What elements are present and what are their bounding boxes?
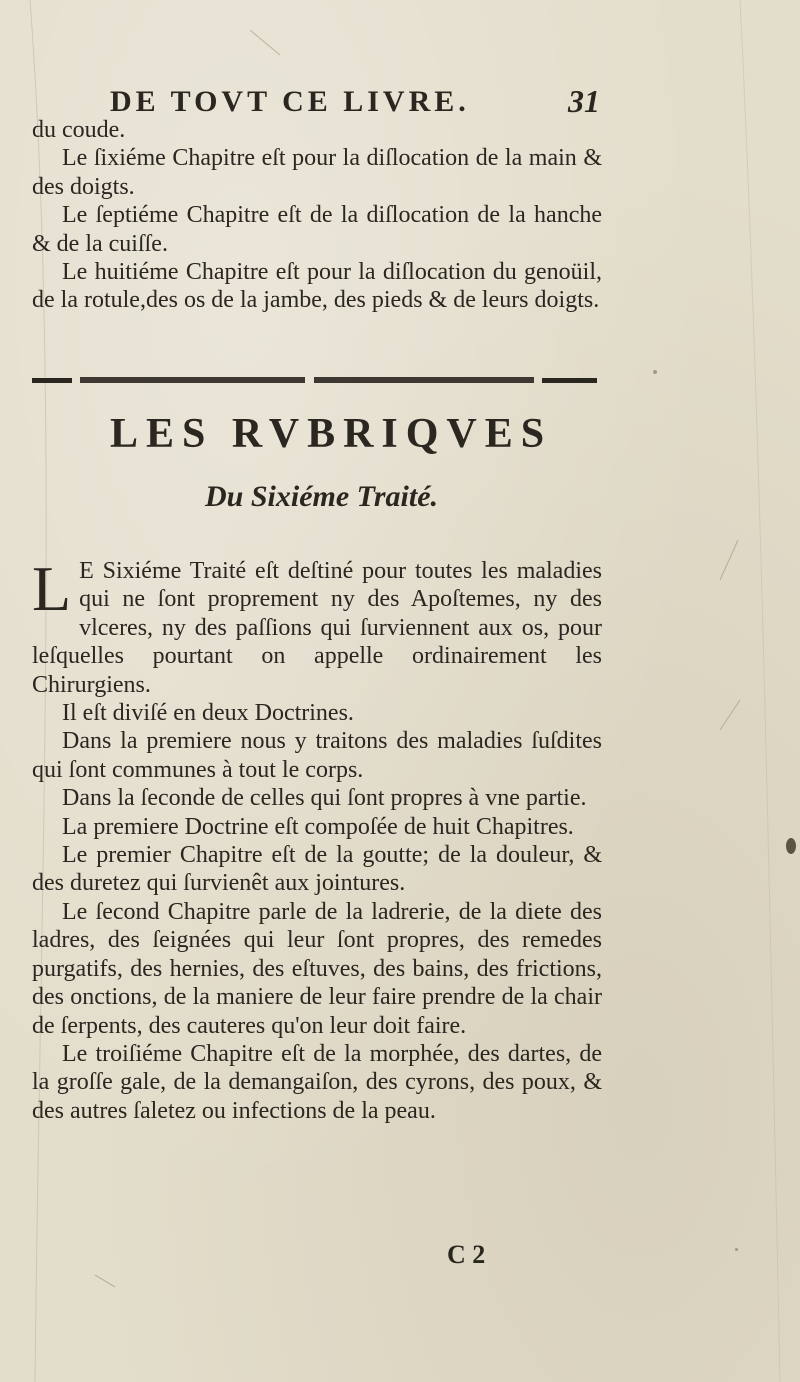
- section-title: LES RVBRIQVES: [110, 411, 553, 457]
- signature-mark: C 2: [447, 1240, 486, 1269]
- paragraph: Dans la premiere nous y traitons des maladies ſuſdites qui ſont communes à tout le corps.: [32, 728, 602, 783]
- paragraph: Le ſecond Chapitre parle de la ladrerie, de la diete des ladres, des ſeignées qui leur ſont propres, des remedes purgatifs, des hernies, des eſtuves, des bains, des frictions, des onctions, de la maniere de leur faire prendre de la chair de ſerpents, des cauteres qu'on leur doit faire.: [32, 898, 602, 1039]
- ornamental-rule: [32, 372, 597, 388]
- ink-speck: [653, 370, 657, 374]
- paragraph: Le troiſiéme Chapitre eſt de la morphée, des dartes, de la groſſe gale, de la demangaiſon, des cyrons, des poux, & des autres ſaletez ou infections de la peau.: [32, 1040, 602, 1124]
- running-head: DE TOVT CE LIVRE.: [110, 85, 470, 118]
- paragraph: Il eſt diviſé en deux Doctrines.: [62, 700, 354, 727]
- paragraph: Dans la ſeconde de celles qui ſont propres à vne partie.: [62, 785, 587, 812]
- toc-line: Le ſixiéme Chapitre eſt pour la diſlocation de la main & des doigts.: [32, 145, 602, 200]
- toc-line: Le ſeptiéme Chapitre eſt de la diſlocation de la hanche & de la cuiſſe.: [32, 202, 602, 257]
- drop-cap: L: [32, 553, 72, 624]
- main-text: [32, 553, 602, 1125]
- page-number: 31: [568, 83, 600, 119]
- opening-paragraph: [32, 553, 602, 699]
- opening-paragraph-text: E Sixiéme Traité eſt deſtiné pour toutes les maladies qui ne ſont proprement ny des Apoſtemes, ny des vlceres, ny des paſſions qui ſurviennent aux os, pour leſquelles pourtant on appelle ordinairement les Chirurgiens.: [32, 558, 602, 698]
- chapter-summary: [32, 116, 602, 315]
- toc-line: Le huitiéme Chapitre eſt pour la diſlocation du genoüil, de la rotule,des os de la jambe, des pieds & de leurs doigts.: [32, 259, 602, 314]
- ink-speck: [735, 1248, 738, 1251]
- ink-speck: [786, 838, 796, 854]
- section-subtitle: Du Sixiéme Traité.: [205, 480, 439, 513]
- paragraph: La premiere Doctrine eſt compoſée de huit Chapitres.: [62, 813, 574, 840]
- toc-line: du coude.: [32, 117, 126, 143]
- paragraph: Le premier Chapitre eſt de la goutte; de la douleur, & des duretez qui ſurvienêt aux jointures.: [32, 842, 602, 897]
